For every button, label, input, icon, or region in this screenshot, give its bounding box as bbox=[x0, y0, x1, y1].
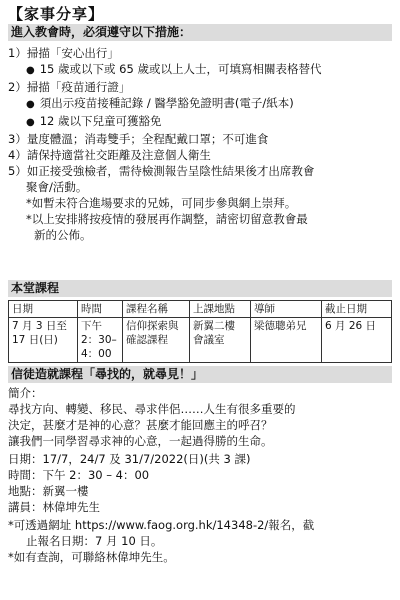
cell-date: 7 月 3 日至 17 日(日) bbox=[9, 318, 78, 363]
col-time: 時間 bbox=[78, 301, 123, 318]
measure-note: *以上安排將按疫情的發展再作調整，請密切留意教會最 bbox=[26, 212, 308, 226]
measure-line: 4）請保持適當社交距離及注意個人衛生 bbox=[8, 148, 211, 162]
course-heading: 本堂課程 bbox=[8, 280, 392, 297]
table-row bbox=[9, 318, 392, 363]
measure-line: 2）掃描「疫苗通行證」 bbox=[8, 80, 131, 94]
cell-deadline: 6 月 26 日 bbox=[322, 318, 392, 363]
measure-note-cont: 新的公佈。 bbox=[34, 228, 92, 242]
measure-bullet: ● 須出示疫苗接種記錄 / 醫學豁免證明書(電子/紙本) bbox=[8, 95, 392, 113]
detail-time: 時間：下午 2：30 – 4：00 bbox=[8, 468, 150, 482]
registration-note-cont: 止報名日期：7 月 10 日。 bbox=[26, 534, 163, 548]
course-table bbox=[8, 300, 392, 363]
measure-bullet: ● 12 歲以下兒童可獲豁免 bbox=[8, 113, 392, 131]
col-course-name: 課程名稱 bbox=[123, 301, 190, 318]
measure-bullet: ● 15 歲或以下或 65 歲或以上人士，可填寫相關表格替代 bbox=[8, 61, 392, 79]
detail-speaker: 講員：林偉坤先生 bbox=[8, 500, 100, 514]
col-location: 上課地點 bbox=[190, 301, 251, 318]
enquiry-note: *如有查詢，可聯絡林偉坤先生。 bbox=[8, 550, 175, 564]
registration-note: *可透過網址 https://www.faog.org.hk/14348-2/報名，截 bbox=[8, 518, 315, 532]
cell-location: 新翼二樓 會議室 bbox=[190, 318, 251, 363]
special-course-heading: 信徒造就課程「尋找的，就尋見！」 bbox=[8, 366, 392, 383]
intro-line: 尋找方向、轉變、移民、尋求伴侶……人生有很多重要的 bbox=[8, 402, 296, 416]
special-course-body bbox=[8, 385, 392, 565]
entry-measures-list bbox=[8, 45, 392, 243]
intro-line: 決定，甚麼才是神的心意？甚麼才能回應主的呼召？ bbox=[8, 418, 273, 432]
measure-note: *如暫未符合進場要求的兄姊，可同步參與網上崇拜。 bbox=[26, 196, 297, 210]
cell-time: 下午 2：30– 4：00 bbox=[78, 318, 123, 363]
intro-label: 簡介： bbox=[8, 386, 43, 400]
col-date: 日期 bbox=[9, 301, 78, 318]
cell-instructor: 梁德聰弟兄 bbox=[251, 318, 322, 363]
measure-line: 3）量度體溫；消毒雙手；全程配戴口罩；不可進食 bbox=[8, 132, 269, 146]
measure-line: 5）如正接受強檢者，需待檢測報告呈陰性結果後才出席教會 bbox=[8, 164, 315, 178]
detail-date: 日期：17/7，24/7 及 31/7/2022(日)(共 3 課) bbox=[8, 452, 251, 466]
col-deadline: 截止日期 bbox=[322, 301, 392, 318]
entry-measures-heading: 進入教會時，必須遵守以下措施： bbox=[8, 24, 392, 41]
detail-location: 地點：新翼一樓 bbox=[8, 484, 89, 498]
cell-course-name: 信仰探索與 確認課程 bbox=[123, 318, 190, 363]
intro-line: 讓我們一同學習尋求神的心意，一起過得勝的生命。 bbox=[8, 434, 273, 448]
col-instructor: 導師 bbox=[251, 301, 322, 318]
page-title: 【家事分享】 bbox=[8, 5, 105, 23]
measure-line-cont: 聚會/活動。 bbox=[26, 180, 88, 194]
measure-line: 1）掃描「安心出行」 bbox=[8, 46, 119, 60]
course-table-header bbox=[9, 301, 392, 318]
